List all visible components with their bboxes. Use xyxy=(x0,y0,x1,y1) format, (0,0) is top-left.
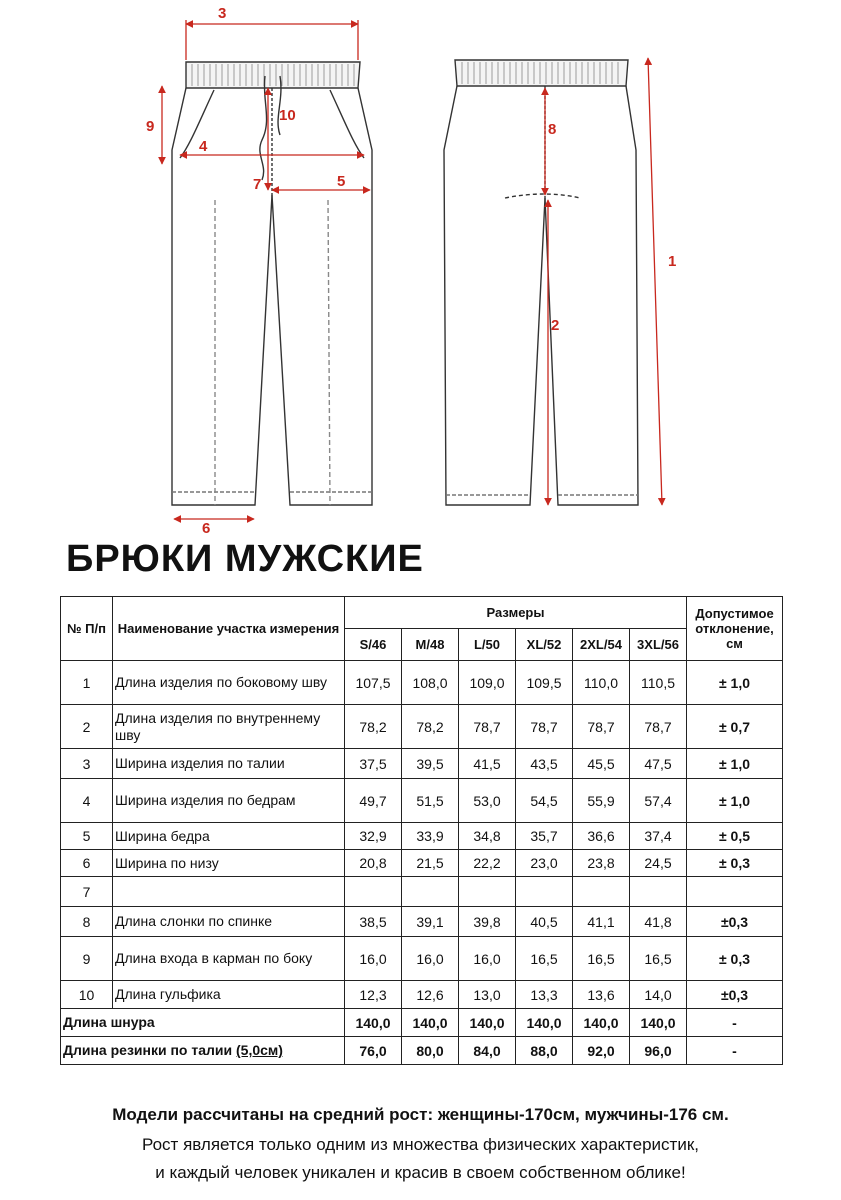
row-value: 43,5 xyxy=(516,749,573,779)
footer-line-1: Модели рассчитаны на средний рост: женщины-170см, мужчины-176 см. xyxy=(112,1105,729,1124)
row-value: 78,2 xyxy=(345,705,402,749)
row-number: 5 xyxy=(61,823,113,850)
back-view xyxy=(444,60,638,505)
row-name: Ширина бедра xyxy=(113,823,345,850)
row-value xyxy=(345,877,402,907)
row-name: Длина входа в карман по боку xyxy=(113,937,345,981)
table-row xyxy=(61,823,783,850)
row-value: 84,0 xyxy=(459,1037,516,1065)
right-pocket xyxy=(330,90,364,158)
size-header: 2XL/54 xyxy=(573,629,630,661)
row-value: 36,6 xyxy=(573,823,630,850)
row-number: 6 xyxy=(61,850,113,877)
row-value: 110,0 xyxy=(573,661,630,705)
row-value: 13,6 xyxy=(573,981,630,1009)
row-number: 3 xyxy=(61,749,113,779)
row-tolerance: ± 0,3 xyxy=(687,937,783,981)
measurement-lines xyxy=(162,20,662,519)
row-value: 51,5 xyxy=(402,779,459,823)
pants-diagram xyxy=(0,0,841,540)
row-value: 23,8 xyxy=(573,850,630,877)
row-name xyxy=(61,1037,345,1065)
size-header: S/46 xyxy=(345,629,402,661)
size-header: M/48 xyxy=(402,629,459,661)
row-value: 88,0 xyxy=(516,1037,573,1065)
table-row-extra xyxy=(61,1037,783,1065)
header-sizes: Размеры xyxy=(345,597,687,629)
row-value: 16,0 xyxy=(345,937,402,981)
label-4: 4 xyxy=(199,138,208,155)
row-tolerance: ± 0,3 xyxy=(687,850,783,877)
row-tolerance: - xyxy=(687,1009,783,1037)
row-value xyxy=(573,877,630,907)
size-header: L/50 xyxy=(459,629,516,661)
row-value: 24,5 xyxy=(630,850,687,877)
row-value: 41,1 xyxy=(573,907,630,937)
row-value: 13,0 xyxy=(459,981,516,1009)
row-value: 38,5 xyxy=(345,907,402,937)
row-value: 39,5 xyxy=(402,749,459,779)
table-row xyxy=(61,907,783,937)
table-row xyxy=(61,661,783,705)
row-tolerance: ±0,3 xyxy=(687,907,783,937)
front-waistband xyxy=(186,62,360,88)
page-title: БРЮКИ МУЖСКИЕ xyxy=(66,538,424,580)
row-value: 14,0 xyxy=(630,981,687,1009)
front-view xyxy=(172,62,372,505)
row-value: 20,8 xyxy=(345,850,402,877)
row-value: 92,0 xyxy=(573,1037,630,1065)
row-value: 109,0 xyxy=(459,661,516,705)
row-name: Длина изделия по внутреннему шву xyxy=(113,705,345,749)
row-name-text: Длина резинки по талии xyxy=(63,1042,237,1058)
row-value: 16,5 xyxy=(630,937,687,981)
row-value: 110,5 xyxy=(630,661,687,705)
row-value: 78,7 xyxy=(573,705,630,749)
row-value: 12,6 xyxy=(402,981,459,1009)
row-name xyxy=(113,877,345,907)
row-number: 7 xyxy=(61,877,113,907)
row-value: 140,0 xyxy=(402,1009,459,1037)
drawstring xyxy=(260,76,267,180)
left-pocket xyxy=(180,90,214,158)
row-value: 55,9 xyxy=(573,779,630,823)
table-row xyxy=(61,850,783,877)
label-3: 3 xyxy=(218,5,227,22)
row-value: 54,5 xyxy=(516,779,573,823)
row-value: 109,5 xyxy=(516,661,573,705)
row-value xyxy=(630,877,687,907)
row-value xyxy=(459,877,516,907)
row-value: 80,0 xyxy=(402,1037,459,1065)
row-value: 21,5 xyxy=(402,850,459,877)
row-name: Длина гульфика xyxy=(113,981,345,1009)
row-number: 9 xyxy=(61,937,113,981)
size-header: 3XL/56 xyxy=(630,629,687,661)
row-number: 10 xyxy=(61,981,113,1009)
label-7: 7 xyxy=(253,176,262,193)
row-value: 107,5 xyxy=(345,661,402,705)
header-name: Наименование участка измерения xyxy=(113,597,345,661)
table-row xyxy=(61,877,783,907)
row-value: 34,8 xyxy=(459,823,516,850)
row-value: 78,7 xyxy=(516,705,573,749)
table-row xyxy=(61,705,783,749)
row-value: 32,9 xyxy=(345,823,402,850)
row-name: Ширина изделия по бедрам xyxy=(113,779,345,823)
row-tolerance: ±0,3 xyxy=(687,981,783,1009)
label-1: 1 xyxy=(668,253,677,270)
row-value: 140,0 xyxy=(345,1009,402,1037)
row-value xyxy=(516,877,573,907)
row-value: 78,7 xyxy=(630,705,687,749)
row-value: 33,9 xyxy=(402,823,459,850)
label-5: 5 xyxy=(337,173,346,190)
row-value: 140,0 xyxy=(630,1009,687,1037)
row-value: 37,5 xyxy=(345,749,402,779)
row-name: Ширина по низу xyxy=(113,850,345,877)
row-name: Длина изделия по боковому шву xyxy=(113,661,345,705)
label-6: 6 xyxy=(202,520,211,537)
row-value: 16,0 xyxy=(459,937,516,981)
row-value: 13,3 xyxy=(516,981,573,1009)
label-2: 2 xyxy=(551,317,560,334)
row-tolerance: ± 1,0 xyxy=(687,661,783,705)
row-name xyxy=(61,1009,345,1037)
row-value: 23,0 xyxy=(516,850,573,877)
row-value: 16,0 xyxy=(402,937,459,981)
row-value xyxy=(402,877,459,907)
table-row xyxy=(61,937,783,981)
row-number: 1 xyxy=(61,661,113,705)
row-value: 108,0 xyxy=(402,661,459,705)
label-8: 8 xyxy=(548,121,557,138)
row-name-suffix: (5,0см) xyxy=(236,1042,283,1058)
row-tolerance: ± 1,0 xyxy=(687,779,783,823)
row-name: Ширина изделия по талии xyxy=(113,749,345,779)
row-value: 22,2 xyxy=(459,850,516,877)
row-name-text: Длина шнура xyxy=(63,1014,155,1030)
table-row-extra xyxy=(61,1009,783,1037)
row-name: Длина слонки по спинке xyxy=(113,907,345,937)
row-value: 45,5 xyxy=(573,749,630,779)
row-tolerance: ± 1,0 xyxy=(687,749,783,779)
row-number: 2 xyxy=(61,705,113,749)
back-waistband xyxy=(455,60,628,86)
row-value: 47,5 xyxy=(630,749,687,779)
row-value: 78,7 xyxy=(459,705,516,749)
table-row xyxy=(61,981,783,1009)
header-tolerance: Допустимое отклонение, см xyxy=(687,597,783,661)
row-value: 78,2 xyxy=(402,705,459,749)
row-tolerance: ± 0,5 xyxy=(687,823,783,850)
back-left-leg xyxy=(444,86,545,505)
row-value: 53,0 xyxy=(459,779,516,823)
row-value: 57,4 xyxy=(630,779,687,823)
row-value: 35,7 xyxy=(516,823,573,850)
label-10: 10 xyxy=(279,107,296,124)
front-left-leg xyxy=(172,88,272,505)
row-value: 49,7 xyxy=(345,779,402,823)
table-row xyxy=(61,779,783,823)
footer-line-2: Рост является только одним из множества физических характеристик, xyxy=(142,1135,699,1154)
row-value: 140,0 xyxy=(573,1009,630,1037)
row-value: 96,0 xyxy=(630,1037,687,1065)
row-tolerance: - xyxy=(687,1037,783,1065)
row-value: 140,0 xyxy=(516,1009,573,1037)
label-9: 9 xyxy=(146,118,155,135)
front-right-leg xyxy=(272,88,372,505)
table-row xyxy=(61,749,783,779)
row-tolerance: ± 0,7 xyxy=(687,705,783,749)
back-right-leg xyxy=(545,86,638,505)
header-num: № П/п xyxy=(61,597,113,661)
row-value: 39,8 xyxy=(459,907,516,937)
row-value: 37,4 xyxy=(630,823,687,850)
row-value: 40,5 xyxy=(516,907,573,937)
row-tolerance xyxy=(687,877,783,907)
row-value: 16,5 xyxy=(516,937,573,981)
size-header: XL/52 xyxy=(516,629,573,661)
row-value: 41,8 xyxy=(630,907,687,937)
row-value: 76,0 xyxy=(345,1037,402,1065)
row-number: 8 xyxy=(61,907,113,937)
row-value: 39,1 xyxy=(402,907,459,937)
row-value: 41,5 xyxy=(459,749,516,779)
row-value: 16,5 xyxy=(573,937,630,981)
row-number: 4 xyxy=(61,779,113,823)
row-value: 140,0 xyxy=(459,1009,516,1037)
footer-line-3: и каждый человек уникален и красив в своем собственном облике! xyxy=(155,1163,686,1182)
row-value: 12,3 xyxy=(345,981,402,1009)
size-table xyxy=(60,596,783,1065)
